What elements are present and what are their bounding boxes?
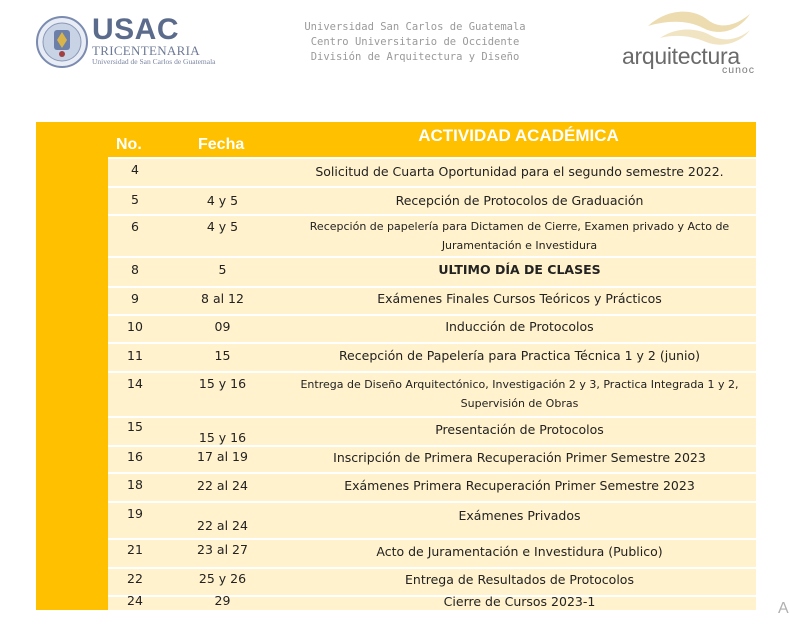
table-row bbox=[108, 258, 756, 286]
table-header bbox=[36, 122, 756, 157]
row-no: 11 bbox=[127, 348, 143, 363]
row-fecha: 09 bbox=[214, 319, 231, 334]
usac-logo bbox=[36, 13, 216, 70]
activities-table bbox=[36, 122, 756, 610]
arquitectura-swoosh-icon bbox=[638, 6, 758, 46]
header-no: No. bbox=[116, 136, 142, 153]
row-actividad: Entrega de Resultados de Protocolos bbox=[405, 572, 634, 587]
row-actividad: Inscripción de Primera Recuperación Primer Semestre 2023 bbox=[333, 450, 706, 465]
heading-line-division: División de Arquitectura y Diseño bbox=[310, 51, 520, 63]
row-fecha: 23 al 27 bbox=[197, 542, 248, 557]
row-actividad: Presentación de Protocolos bbox=[435, 422, 604, 437]
table-row bbox=[108, 373, 756, 416]
row-actividad: Recepción de Protocolos de Graduación bbox=[395, 193, 644, 208]
table-left-band bbox=[36, 122, 108, 610]
row-fecha: 15 y 16 bbox=[198, 430, 247, 445]
table-row bbox=[108, 216, 756, 256]
row-actividad: Exámenes Privados bbox=[458, 508, 581, 523]
table-row bbox=[108, 288, 756, 314]
row-actividad: ULTIMO DÍA DE CLASES bbox=[438, 262, 601, 277]
heading-line-center: Centro Universitario de Occidente bbox=[310, 36, 520, 48]
table-row bbox=[108, 503, 756, 538]
row-actividad: Inducción de Protocolos bbox=[445, 319, 594, 334]
table-row bbox=[108, 474, 756, 501]
institution-heading bbox=[290, 20, 540, 65]
row-actividad: Recepción de Papelería para Practica Técnica 1 y 2 (junio) bbox=[338, 348, 701, 363]
header-actividad: ACTIVIDAD ACADÉMICA bbox=[418, 126, 619, 145]
table-row bbox=[108, 344, 756, 371]
row-actividad: Entrega de Diseño Arquitectónico, Investigación 2 y 3, Practica Integrada 1 y 2, Supervisión de Obras bbox=[300, 378, 739, 410]
row-fecha: 22 al 24 bbox=[197, 518, 248, 533]
row-no: 24 bbox=[127, 593, 143, 608]
usac-tricentenaria: TRICENTENARIA bbox=[92, 43, 200, 58]
usac-crest-icon bbox=[36, 14, 88, 70]
row-actividad: Exámenes Finales Cursos Teóricos y Prácticos bbox=[377, 291, 662, 306]
row-fecha: 29 bbox=[214, 593, 231, 608]
row-no: 14 bbox=[127, 376, 143, 391]
row-actividad: Acto de Juramentación e Investidura (Publico) bbox=[376, 544, 663, 559]
row-actividad: Recepción de papelería para Dictamen de Cierre, Examen privado y Acto de Juramentación e Investidura bbox=[309, 220, 730, 252]
heading-line-university: Universidad San Carlos de Guatemala bbox=[304, 21, 526, 33]
row-no: 4 bbox=[131, 162, 139, 177]
row-actividad: Cierre de Cursos 2023-1 bbox=[443, 594, 596, 609]
arquitectura-logo-sub: cunoc bbox=[722, 64, 756, 76]
table-row bbox=[108, 447, 756, 472]
corner-marker: A bbox=[778, 600, 789, 617]
row-no: 5 bbox=[131, 192, 139, 207]
header-fecha: Fecha bbox=[198, 136, 245, 153]
row-no: 19 bbox=[127, 506, 143, 521]
row-no: 16 bbox=[127, 449, 143, 464]
table-row bbox=[108, 540, 756, 567]
row-fecha: 8 al 12 bbox=[201, 291, 244, 306]
row-fecha: 15 bbox=[214, 348, 231, 363]
row-no: 9 bbox=[131, 291, 139, 306]
row-fecha: 25 y 26 bbox=[198, 571, 247, 586]
row-fecha: 5 bbox=[218, 262, 227, 277]
row-no: 22 bbox=[127, 571, 143, 586]
arquitectura-logo bbox=[620, 6, 760, 76]
table-row bbox=[108, 593, 756, 610]
table-row bbox=[108, 159, 756, 186]
table-row bbox=[108, 418, 756, 445]
table-row bbox=[108, 188, 756, 214]
row-actividad: Solicitud de Cuarta Oportunidad para el segundo semestre 2022. bbox=[315, 164, 724, 179]
usac-logo-text: USAC bbox=[92, 13, 180, 46]
usac-subtitle: Universidad de San Carlos de Guatemala bbox=[92, 57, 216, 66]
row-no: 8 bbox=[131, 262, 139, 277]
row-no: 10 bbox=[127, 319, 143, 334]
row-no: 21 bbox=[127, 542, 143, 557]
arquitectura-logo-text: arquitectura bbox=[622, 43, 740, 69]
row-fecha: 22 al 24 bbox=[197, 478, 248, 493]
row-no: 6 bbox=[131, 219, 139, 234]
row-fecha: 15 y 16 bbox=[198, 376, 247, 391]
table-row bbox=[108, 316, 756, 342]
row-fecha: 4 y 5 bbox=[206, 193, 239, 208]
row-no: 18 bbox=[127, 477, 143, 492]
row-fecha: 17 al 19 bbox=[197, 449, 248, 464]
row-actividad: Exámenes Primera Recuperación Primer Semestre 2023 bbox=[344, 478, 695, 493]
row-fecha: 4 y 5 bbox=[206, 219, 239, 234]
row-no: 15 bbox=[127, 419, 143, 434]
